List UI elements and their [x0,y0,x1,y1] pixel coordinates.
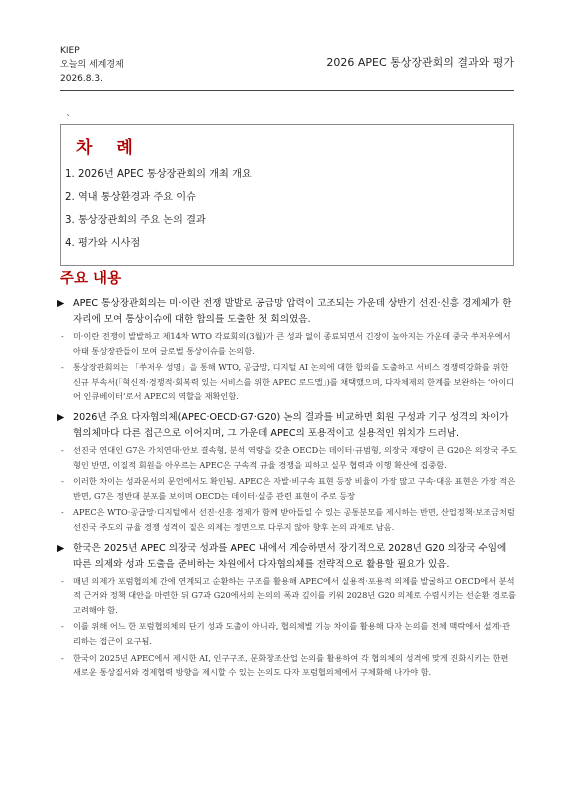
dash-icon: - [61,621,64,632]
toc-list [65,163,252,255]
header-org: KIEP [60,46,80,56]
dash-icon: - [61,331,64,341]
toc-item: 2. 역내 통상환경과 주요 이슈 [65,192,196,203]
toc-title: 차 례 [76,138,142,158]
page-header [60,44,514,86]
sub-point: - 이를 위해 어느 한 포럼협의체의 단기 성과 도출이 아니라, 협의체별 기능 차이를 활용해 다자 논의를 전체 맥락에서 설계·관리하는 접근이 요구됨. [61,621,510,646]
sub-point: - 매년 의제가 포럼협의체 간에 연계되고 순환하는 구조를 활용해 APEC에서 실용적·포용적 의제를 발굴하고 OECD에서 분석적 근거와 정책 대안을 마련한 뒤 G7과 G20에서의 논의의 폭과 깊이를 키워 2028년 G20 의제로 수렴시키는 선순환 경로를 고려해야 함. [61,575,516,615]
toc-item: 3. 통상장관회의 주요 논의 결과 [65,215,206,226]
header-title: 2026 APEC 통상장관회의 결과와 평가 [326,56,514,69]
sub-point: - 이러한 차이는 성과문서의 문언에서도 확인됨. APEC은 자발·비구속 표현 등장 비율이 가장 많고 구속·대응 표현은 가장 적은 반면, G7은 정반대 분포를 보이며 OECD는 데이터·실증 관련 표현이 주로 등장 [61,476,516,501]
table-of-contents [60,124,514,266]
section-heading: 주요 내용 [60,271,122,287]
header-series: 오늘의 세계경제 [60,60,124,70]
key-point: ▶ 한국은 2025년 APEC 의장국 성과를 APEC 내에서 계승하면서 장기적으로 2028년 G20 의장국 수임에 따른 의제와 성과 도출을 준비하는 차원에서 다자협의체를 전략적으로 활용할 필요가 있음. [57,542,507,570]
summary-block [57,296,517,404]
sub-point: - 한국이 2025년 APEC에서 제시한 AI, 인구구조, 문화창조산업 논의를 활용하여 각 협의체의 성격에 맞게 진화시키는 한편 새로운 통상질서와 경제협력 방향을 제시할 수 있는 논의도 다자 포럼협의체에서 구체화해 나가야 함. [61,652,509,678]
header-date: 2026.8.3. [60,74,103,84]
dash-icon: - [61,507,64,518]
sub-point: - APEC은 WTO·공급망·디지털에서 선진·신흥 경제가 함께 받아들일 수 있는 공통분모를 제시하는 반면, 산업정책·보조금처럼 선진국 주도의 규율 경쟁 성격이 짙은 의제는 정면으로 다루지 않아 향후 논의 과제로 남음. [61,507,515,532]
dash-icon: - [61,444,64,455]
arrow-icon: ▶ [57,542,65,554]
dash-icon: - [61,652,64,663]
dash-icon: - [61,575,64,586]
key-point: ▶ APEC 통상장관회의는 미·이란 전쟁 발발로 공급망 압력이 고조되는 가운데 상반기 선진·신흥 경제체가 한자리에 모여 통상이슈에 대한 합의를 도출한 첫 회의였음. [57,298,512,325]
toc-item: 4. 평가와 시사점 [65,238,141,249]
stray-mark: ` [66,114,71,125]
sub-point: - 통상장관회의는 「쑤저우 성명」을 통해 WTO, 공급망, 디지털 AI 논의에 대한 합의를 도출하고 서비스 경쟁력강화를 위한 신규 부속서(「혁신적·경쟁적·회복력 있는 서비스를 위한 APEC 로드맵」)를 채택했으며, 다자체제의 한계를 보완하는 ‘아이디어 인큐베이터’로서 APEC의 역할을 재확인함. [61,362,515,402]
arrow-icon: ▶ [57,411,65,423]
dash-icon: - [61,476,64,487]
summary-content [57,296,517,686]
sub-point: - 선진국 연대인 G7은 가치연대·안보 결속형, 분석 역량을 갖춘 OECD는 데이터·규범형, 의장국 재량이 큰 G20은 의장국 주도형인 반면, 이질적 회원을 아우르는 APEC은 구속적 규율 경쟁을 피하고 실무 협력과 이행 확산에 집중함. [61,444,517,470]
summary-block [57,541,517,680]
key-point: ▶ 2026년 주요 다자협의체(APEC·OECD·G7·G20) 논의 결과를 비교하면 회원 구성과 기구 성격의 차이가 협의체마다 다른 접근으로 이어지며, 그 가운데 APEC의 포용적이고 실용적인 위치가 드러남. [57,411,509,439]
summary-block [57,410,517,535]
dash-icon: - [61,362,64,373]
header-rule [60,90,514,91]
sub-point: - 미·이란 전쟁이 발발하고 제14차 WTO 각료회의(3월)가 큰 성과 없이 종료되면서 긴장이 높아지는 가운데 중국 쑤저우에서 아태 통상장관들이 모여 글로벌 통상이슈를 논의함. [61,331,511,356]
toc-item: 1. 2026년 APEC 통상장관회의 개최 개요 [65,169,252,180]
arrow-icon: ▶ [57,298,65,309]
